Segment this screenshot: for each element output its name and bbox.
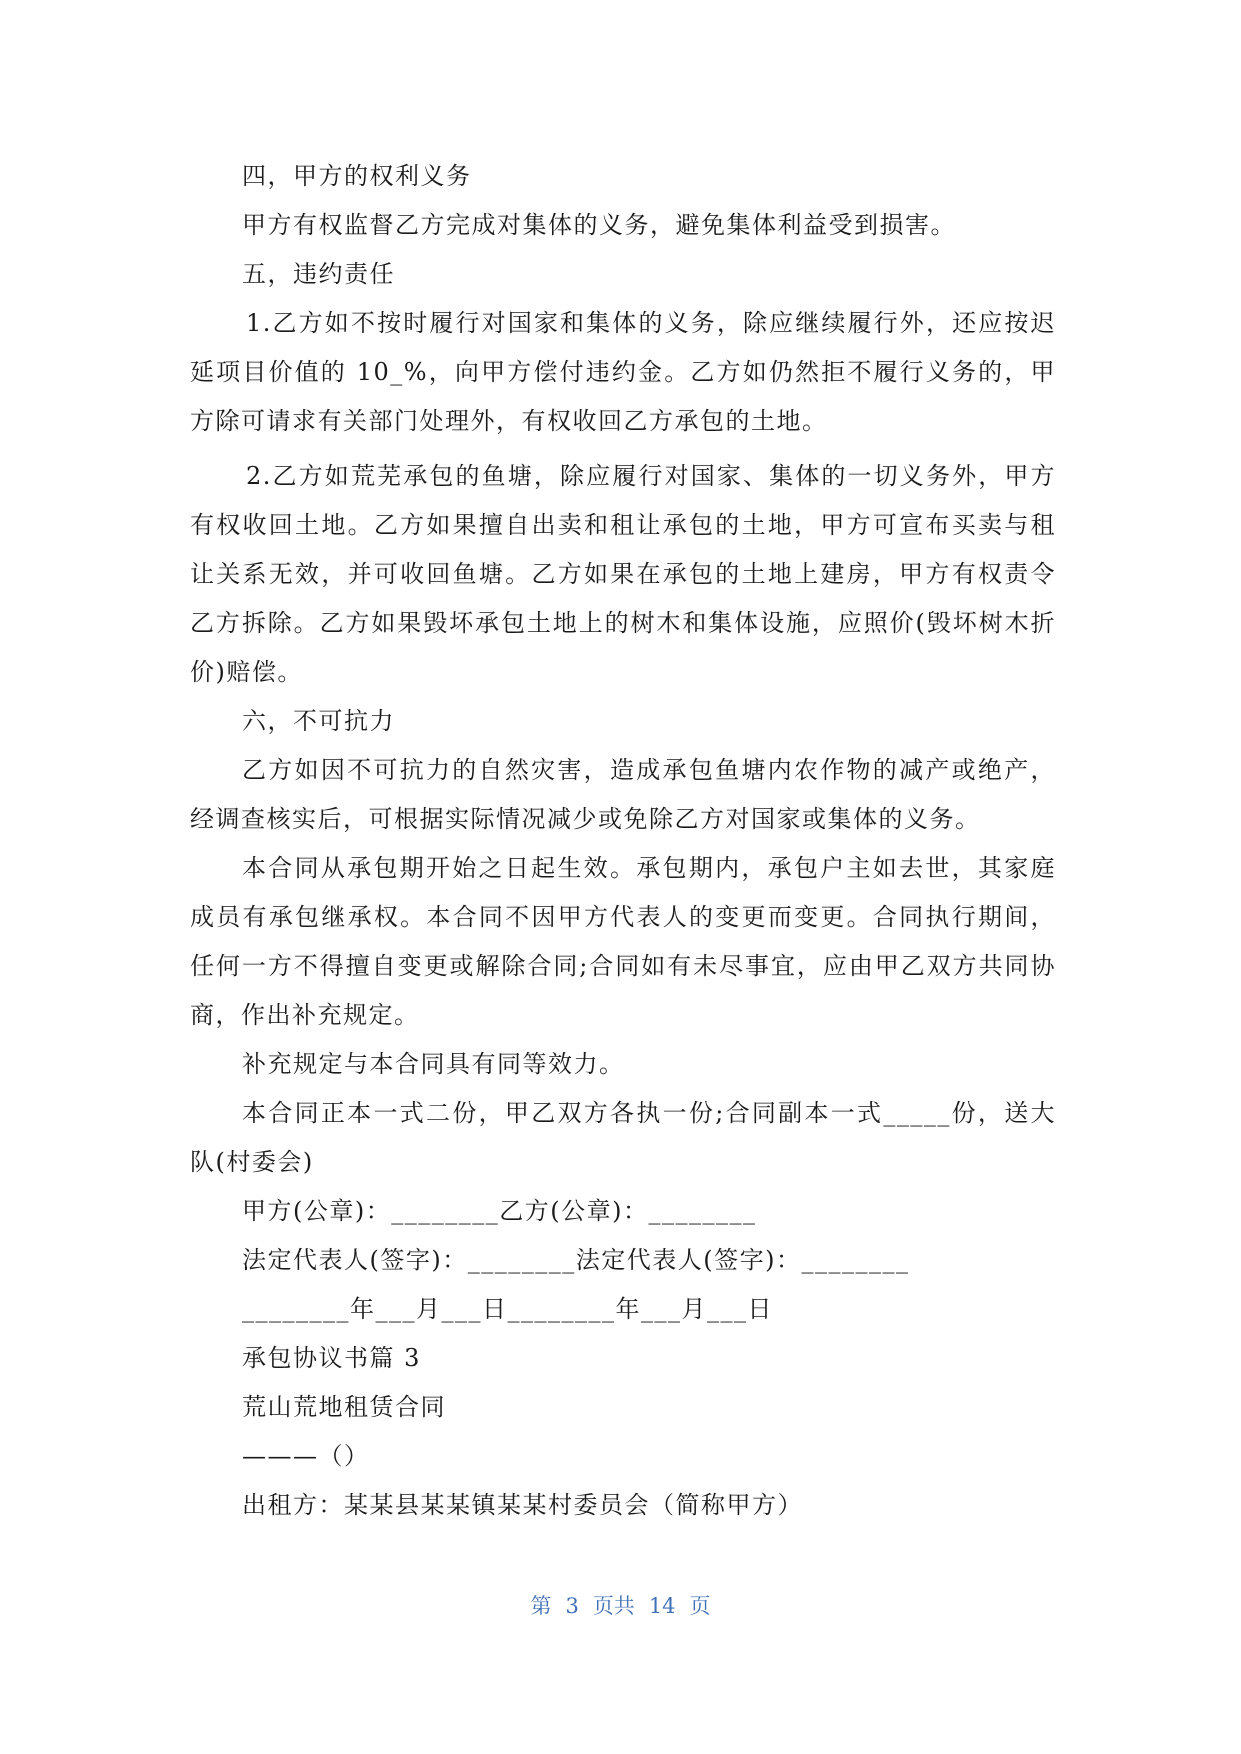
footer-label-page: 第 [530,1594,552,1618]
document-body [190,152,1056,1530]
contract-number: ———（） [242,1442,370,1470]
lessor-line: 出租方：某某县某某镇某某村委员会（简称甲方） [242,1491,803,1519]
paragraph: 本合同从承包期开始之日起生效。承包期内，承包户主如去世，其家庭成员有承包继承权。本合同不因甲方代表人的变更而变更。合同执行期间，任何一方不得擅自变更或解除合同;合同如有未尽事宜，应由甲乙双方共同协商，作出补充规定。 [190,854,1056,1029]
paragraph: 本合同正本一式二份，甲乙双方各执一份;合同副本一式_____份，送大队(村委会) [190,1099,1056,1176]
footer-label-end: 页 [689,1594,711,1618]
signature-line-date: ________年___月___日________年___月___日 [242,1295,773,1323]
paragraph: 1.乙方如不按时履行对国家和集体的义务，除应继续履行外，还应按迟延项目价值的 10_%，向甲方偿付违约金。乙方如仍然拒不履行义务的，甲方除可请求有关部门处理外，有权收回乙方承包的土地。 [190,309,1056,435]
contract-title: 荒山荒地租赁合同 [242,1393,446,1421]
footer-total-pages: 14 [648,1594,676,1618]
paragraph: 补充规定与本合同具有同等效力。 [242,1050,625,1078]
paragraph: 甲方有权监督乙方完成对集体的义务，避免集体利益受到损害。 [242,211,956,239]
section-heading-liability: 五，违约责任 [242,260,395,288]
footer-label-of: 页共 [592,1594,635,1618]
paragraph: 乙方如因不可抗力的自然灾害，造成承包鱼塘内农作物的减产或绝产，经调查核实后，可根据实际情况减少或免除乙方对国家或集体的义务。 [190,756,1056,833]
section-heading-rights: 四，甲方的权利义务 [242,162,472,190]
page-footer [0,1590,1241,1620]
signature-line-representative: 法定代表人(签字)：________法定代表人(签字)：________ [242,1246,910,1274]
section-heading-force-majeure: 六，不可抗力 [242,707,395,735]
section-title: 承包协议书篇 3 [242,1344,421,1372]
signature-line-seal: 甲方(公章)：________乙方(公章)：________ [242,1197,757,1225]
paragraph: 2.乙方如荒芜承包的鱼塘，除应履行对国家、集体的一切义务外，甲方有权收回土地。乙方如果擅自出卖和租让承包的土地，甲方可宣布买卖与租让关系无效，并可收回鱼塘。乙方如果在承包的土地上建房，甲方有权责令乙方拆除。乙方如果毁坏承包土地上的树木和集体设施，应照价(毁坏树木折价)赔偿。 [190,462,1056,686]
footer-current-page: 3 [565,1594,579,1618]
